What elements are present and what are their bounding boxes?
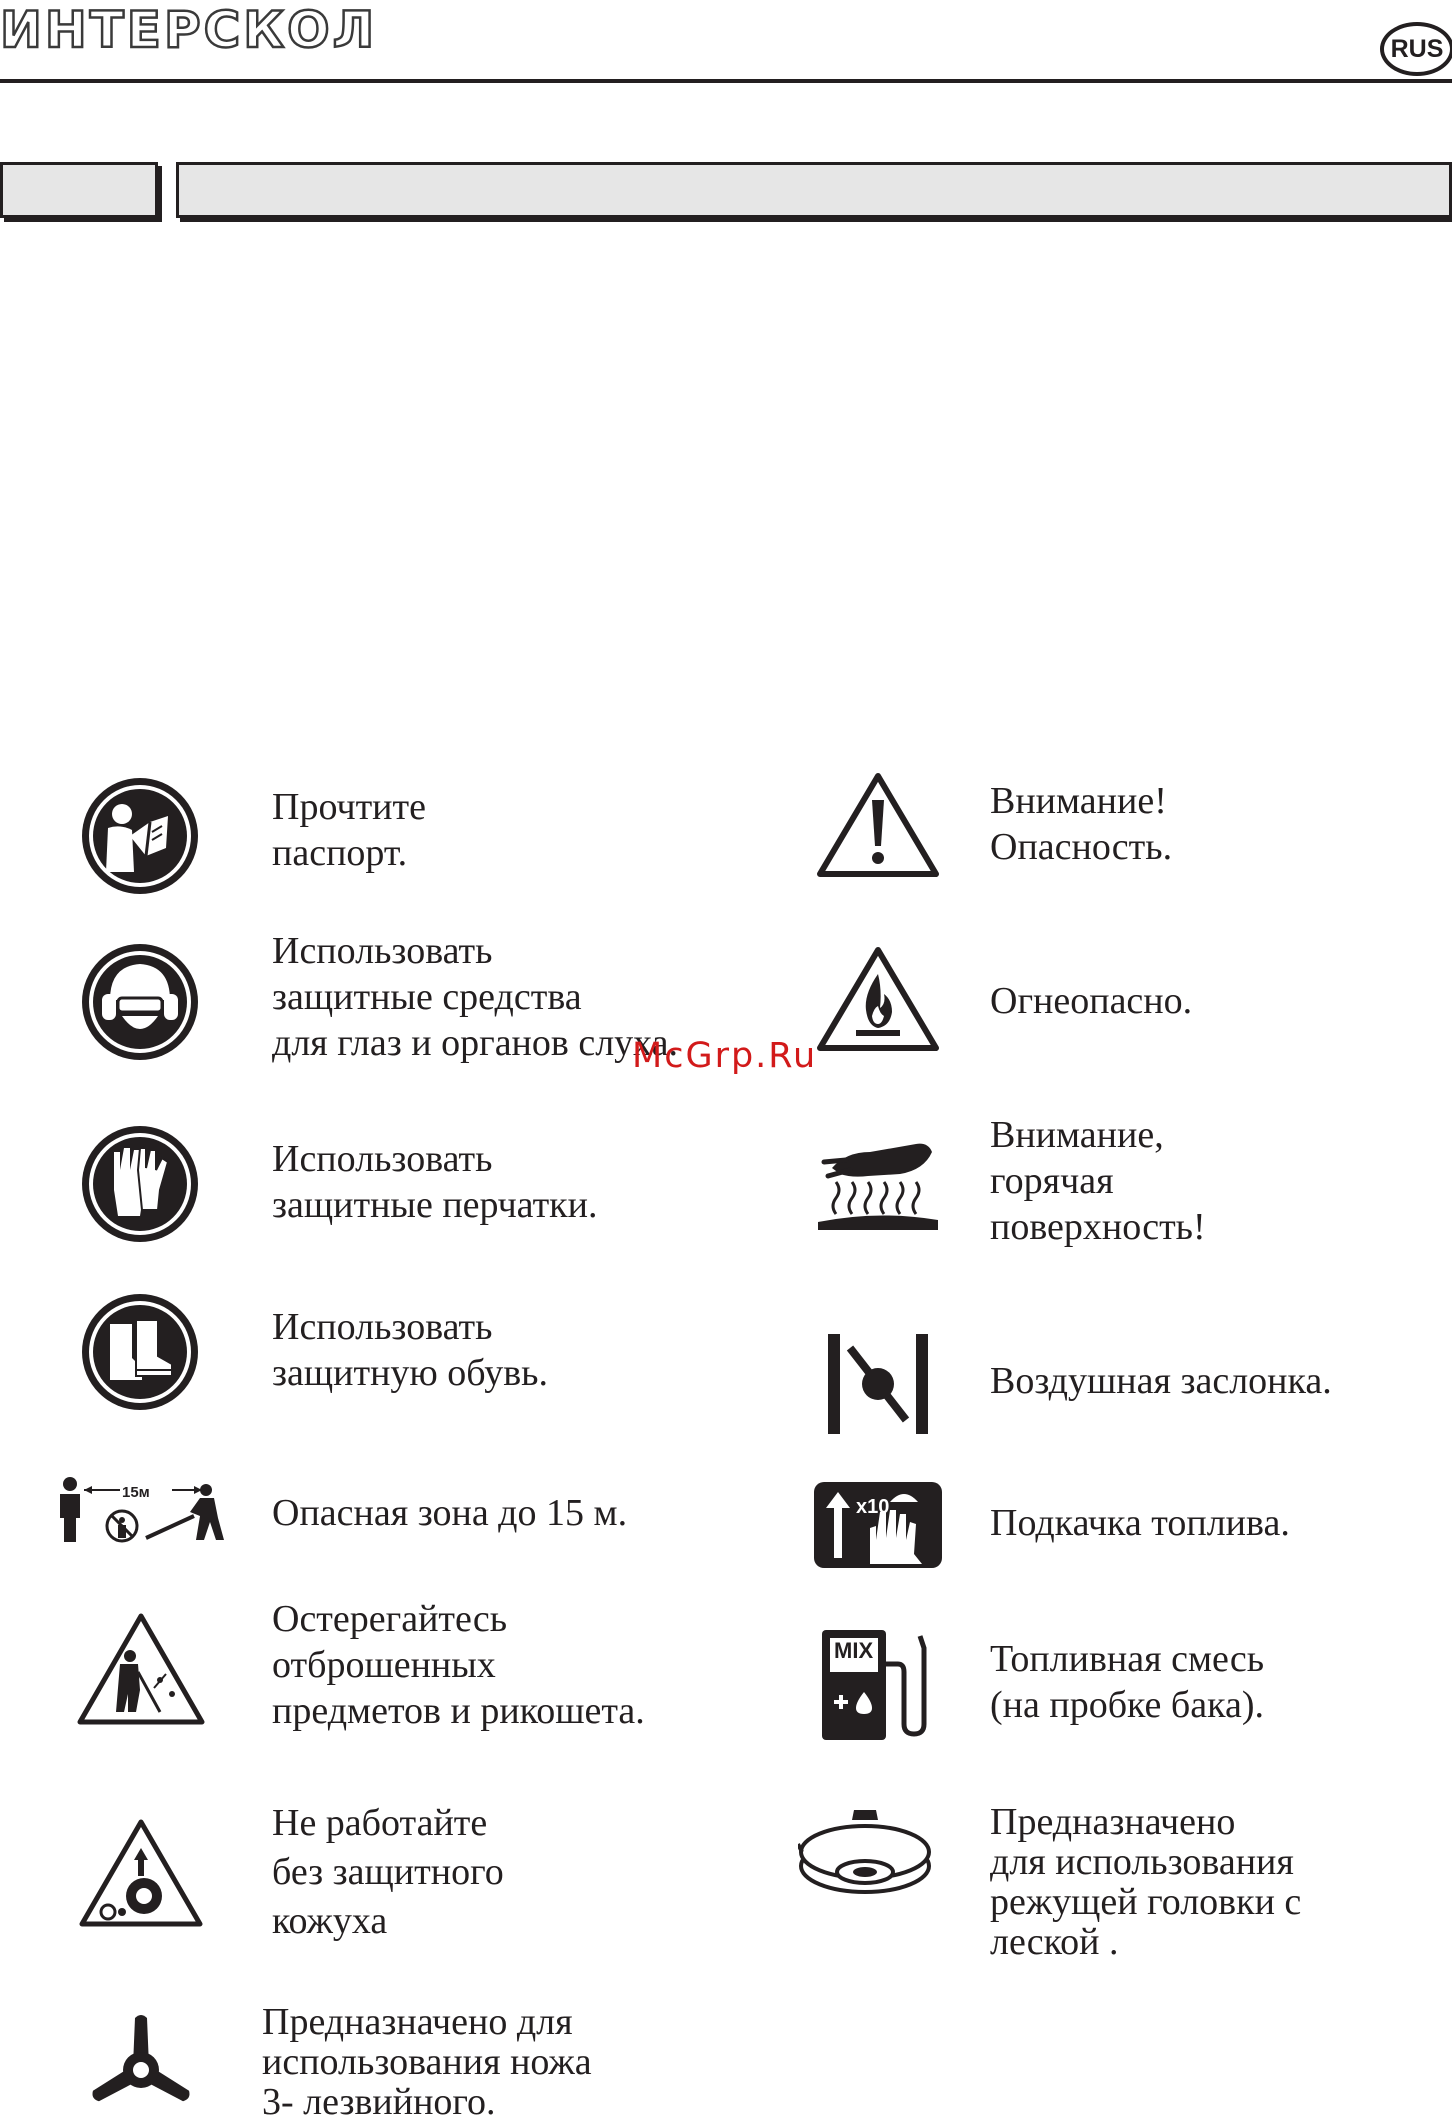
- protective-gloves-icon: [80, 1124, 200, 1244]
- label-line: Топливная смесь: [990, 1638, 1265, 1680]
- label-line: Использовать: [272, 1306, 493, 1348]
- section-title-box: [176, 162, 1452, 218]
- symbol-label-boots: [272, 1304, 548, 1396]
- label-line: защитные средства: [272, 976, 582, 1018]
- label-line: предметов и рикошета.: [272, 1690, 645, 1732]
- primer-bulb-icon: [814, 1482, 942, 1568]
- three-blade-knife-icon: [86, 2014, 196, 2118]
- label-line: Опасная зона до 15 м.: [272, 1492, 628, 1534]
- symbol-label-warning: [990, 778, 1172, 870]
- label-line: Использовать: [272, 930, 493, 972]
- label-line: кожуха: [272, 1900, 388, 1942]
- eye-ear-protection-icon: [80, 942, 200, 1062]
- choke-damper-icon: [828, 1334, 928, 1434]
- label-line: без защитного: [272, 1851, 504, 1893]
- label-line: Предназначено: [990, 1801, 1236, 1843]
- label-line: защитную обувь.: [272, 1352, 548, 1394]
- symbol-label-primer: [990, 1500, 1290, 1546]
- label-line: Остерегайтесь: [272, 1598, 508, 1640]
- brand-logo: ИНТЕРСКОЛ: [0, 1, 378, 59]
- symbol-label-thrown-objects: [272, 1596, 645, 1734]
- label-line: 3- лезвийного.: [262, 2081, 496, 2123]
- symbol-label-three-blade-knife: [262, 2002, 592, 2122]
- protective-boots-icon: [80, 1292, 200, 1412]
- label-line: горячая: [990, 1160, 1114, 1202]
- label-line: Подкачка топлива.: [990, 1502, 1290, 1544]
- symbol-label-fuel-mix: [990, 1636, 1264, 1728]
- section-number-box: [0, 162, 158, 218]
- label-line: паспорт.: [272, 832, 408, 874]
- trimmer-line-head-icon: [798, 1806, 932, 1898]
- hot-surface-icon: [816, 1130, 940, 1234]
- label-line: Не работайте: [272, 1802, 488, 1844]
- symbol-label-gloves: [272, 1136, 597, 1228]
- symbol-label-danger-zone: [272, 1490, 627, 1536]
- label-line: отброшенных: [272, 1644, 496, 1686]
- label-line: (на пробке бака).: [990, 1684, 1265, 1726]
- header-divider: [0, 79, 1452, 83]
- label-line: Внимание!: [990, 780, 1167, 822]
- symbol-label-guard-required: [272, 1800, 504, 1944]
- warning-danger-icon: [816, 770, 940, 880]
- fuel-mix-badge: MIX: [834, 1638, 874, 1663]
- label-line: режущей головки с: [990, 1881, 1302, 1923]
- label-line: Использовать: [272, 1138, 493, 1180]
- language-badge: RUS: [1380, 22, 1452, 76]
- label-line: использования ножа: [262, 2041, 592, 2083]
- label-line: леской .: [990, 1921, 1119, 1963]
- watermark-text: McGrp.Ru: [632, 1036, 818, 1076]
- symbol-label-eye-ear-protection: [272, 928, 678, 1066]
- label-line: защитные перчатки.: [272, 1184, 598, 1226]
- symbol-label-hot-surface: [990, 1112, 1206, 1250]
- label-line: Опасность.: [990, 826, 1173, 868]
- label-line: Предназначено для: [262, 2001, 573, 2043]
- read-manual-icon: [80, 776, 200, 896]
- symbol-label-choke: [990, 1358, 1332, 1404]
- label-line: Внимание,: [990, 1114, 1164, 1156]
- symbol-label-trimmer-head: [990, 1802, 1301, 1962]
- label-line: для использования: [990, 1841, 1294, 1883]
- symbol-label-flammable: [990, 978, 1192, 1024]
- flammable-warning-icon: [816, 944, 940, 1054]
- label-line: Огнеопасно.: [990, 980, 1193, 1022]
- label-line: Воздушная заслонка.: [990, 1360, 1332, 1402]
- danger-zone-badge: 15м: [122, 1484, 150, 1501]
- primer-count-badge: x10: [856, 1496, 890, 1518]
- thrown-objects-warning-icon: [76, 1610, 206, 1726]
- symbol-label-read-manual: [272, 784, 426, 876]
- label-line: для глаз и органов слуха.: [272, 1022, 679, 1064]
- label-line: поверхность!: [990, 1206, 1206, 1248]
- label-line: Прочтите: [272, 786, 426, 828]
- guard-required-warning-icon: [78, 1816, 204, 1928]
